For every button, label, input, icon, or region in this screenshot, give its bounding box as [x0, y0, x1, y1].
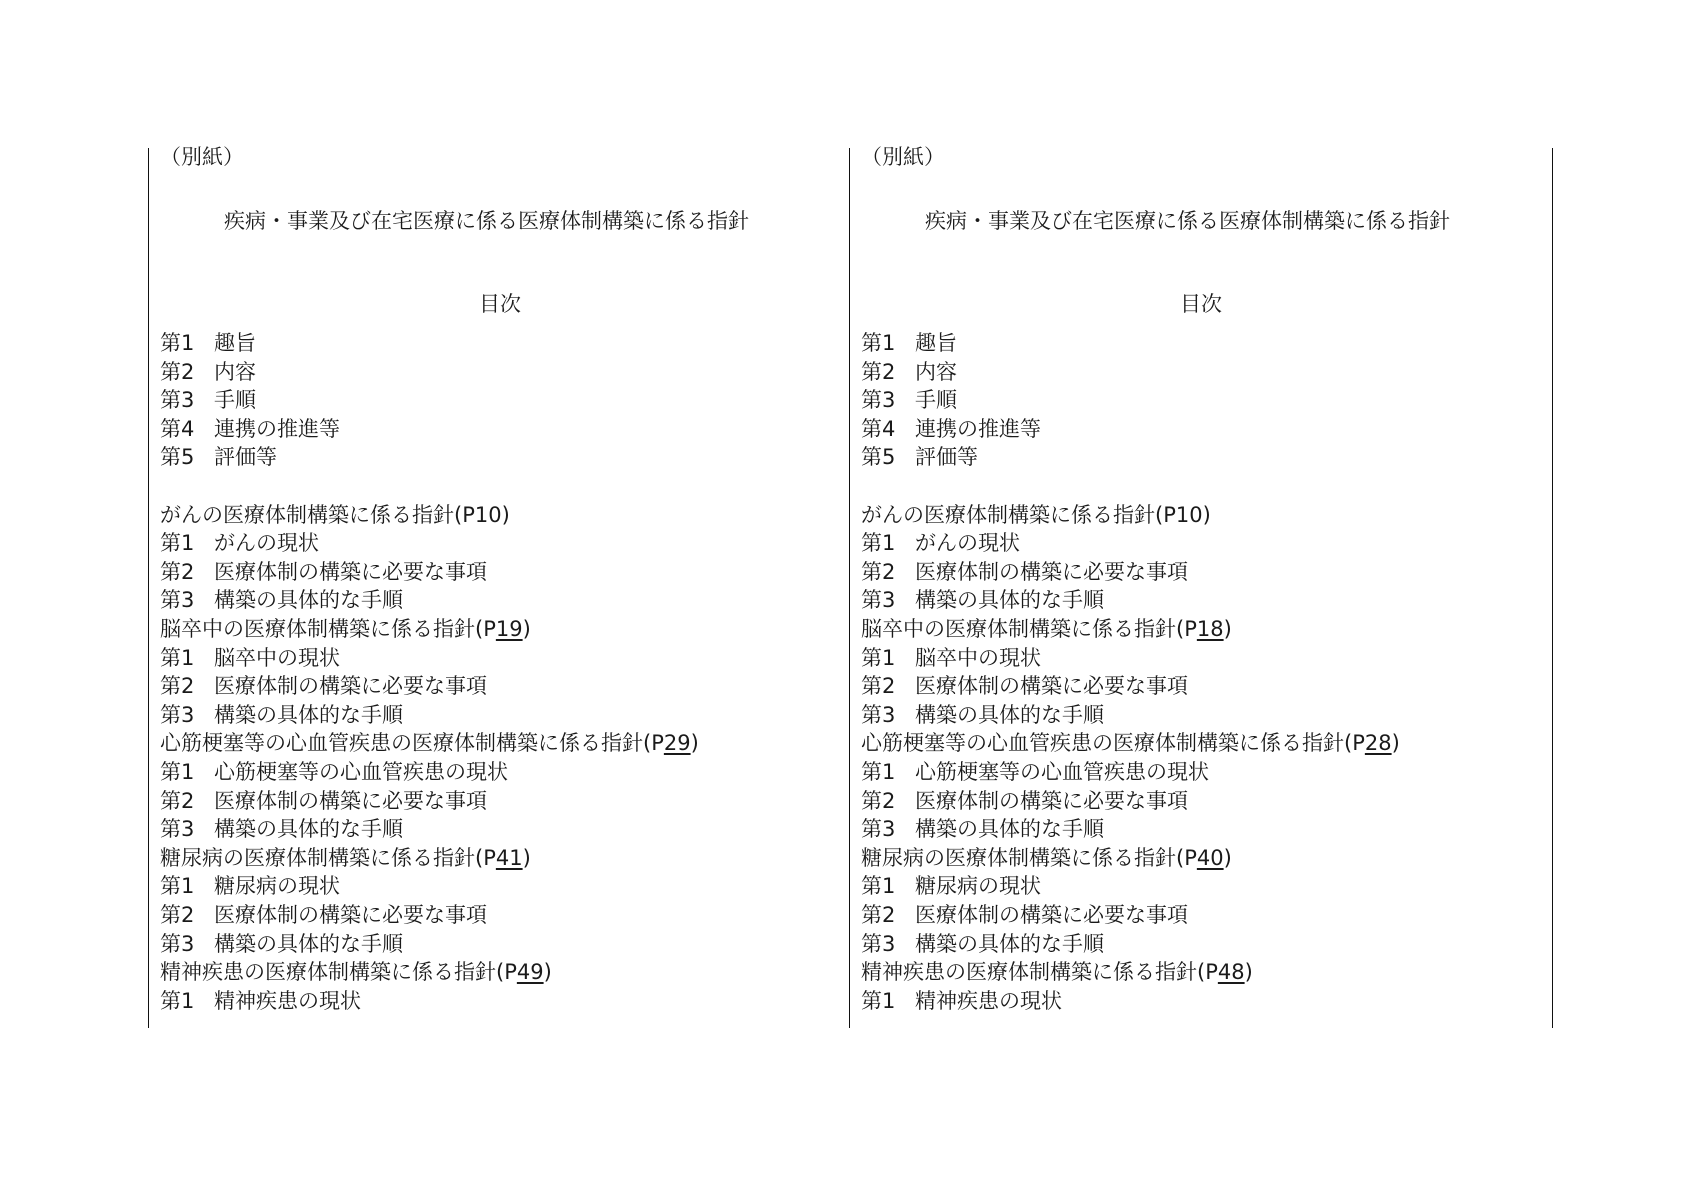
guideline-section-item [861, 787, 1188, 815]
guideline-title: 心筋梗塞等の心血管疾患の医療体制構築に係る指針(P [861, 731, 1365, 756]
section-text: 評価等 [214, 445, 277, 470]
toc-general-item [861, 329, 957, 357]
section-text: 医療体制の構築に必要な事項 [915, 559, 1188, 584]
center-divider-line [849, 148, 850, 1028]
section-number: 第2 [160, 788, 195, 813]
section-number: 第5 [160, 445, 195, 470]
page-number: 10 [474, 502, 502, 527]
guideline-section-item [861, 872, 1041, 900]
page-number: 18 [1196, 617, 1224, 641]
guideline-title: 脳卒中の医療体制構築に係る指針(P [160, 617, 496, 641]
section-text: 構築の具体的な手順 [214, 931, 403, 956]
guideline-section-item [861, 558, 1188, 586]
closing-paren: ) [1202, 502, 1211, 527]
section-text: 構築の具体的な手順 [214, 588, 403, 613]
guideline-section-item [861, 529, 1020, 557]
guideline-section-item [160, 672, 487, 700]
section-text: 医療体制の構築に必要な事項 [214, 788, 487, 813]
guideline-section-item [861, 672, 1188, 700]
guideline-section-item [160, 987, 361, 1015]
section-text: 手順 [214, 388, 256, 413]
guideline-section-item [861, 901, 1188, 929]
section-number: 第1 [861, 988, 896, 1013]
guideline-section-item [861, 701, 1104, 729]
guideline-title: がんの医療体制構築に係る指針(P [861, 502, 1176, 527]
section-number: 第3 [861, 702, 896, 727]
guideline-heading [160, 844, 531, 872]
toc-general-item [160, 329, 256, 357]
section-number: 第1 [861, 760, 896, 784]
toc-general-item [861, 415, 1041, 443]
section-text: 医療体制の構築に必要な事項 [214, 674, 487, 699]
section-number: 第3 [861, 817, 896, 842]
page-number: 48 [1217, 960, 1245, 985]
section-text: 医療体制の構築に必要な事項 [915, 903, 1188, 927]
guideline-heading [861, 729, 1400, 757]
guideline-section-item [160, 529, 319, 557]
page-number: 10 [1175, 502, 1203, 527]
guideline-section-item [160, 930, 403, 958]
section-number: 第5 [861, 445, 896, 470]
guideline-title: 精神疾患の医療体制構築に係る指針(P [160, 960, 517, 985]
section-number: 第1 [861, 645, 896, 670]
section-text: 連携の推進等 [214, 416, 340, 441]
guideline-heading [160, 729, 699, 757]
guideline-title: がんの医療体制構築に係る指針(P [160, 502, 475, 527]
toc-heading: 目次 [1180, 292, 1222, 316]
guideline-heading [861, 501, 1211, 529]
section-number: 第2 [160, 903, 195, 927]
guideline-section-item [160, 701, 403, 729]
section-text: 構築の具体的な手順 [915, 702, 1104, 727]
section-number: 第3 [861, 931, 896, 956]
section-text: 趣旨 [214, 331, 256, 355]
right-border-line [1552, 148, 1553, 1028]
section-text: 医療体制の構築に必要な事項 [915, 788, 1188, 813]
guideline-section-item [861, 586, 1104, 614]
section-text: 精神疾患の現状 [214, 988, 361, 1013]
closing-paren: ) [522, 845, 531, 870]
guideline-heading [160, 501, 510, 529]
section-number: 第3 [160, 931, 195, 956]
section-text: 糖尿病の現状 [214, 874, 340, 899]
guideline-section-item [861, 644, 1041, 672]
guideline-title: 心筋梗塞等の心血管疾患の医療体制構築に係る指針(P [160, 731, 664, 756]
guideline-section-item [861, 815, 1104, 843]
section-number: 第3 [861, 388, 896, 413]
section-text: 心筋梗塞等の心血管疾患の現状 [214, 760, 508, 784]
section-text: 糖尿病の現状 [915, 874, 1041, 899]
section-text: 内容 [214, 359, 256, 384]
section-text: 評価等 [915, 445, 978, 470]
section-text: 連携の推進等 [915, 416, 1041, 441]
closing-paren: ) [690, 731, 699, 756]
guideline-heading [861, 958, 1253, 986]
attachment-label: （別紙） [861, 145, 945, 169]
section-number: 第2 [160, 559, 195, 584]
toc-general-item [160, 358, 256, 386]
section-number: 第1 [160, 874, 195, 899]
guideline-section-item [160, 758, 508, 786]
guideline-heading [160, 958, 552, 986]
closing-paren: ) [501, 502, 510, 527]
guideline-section-item [160, 586, 403, 614]
section-number: 第1 [160, 531, 195, 556]
guideline-heading [861, 615, 1232, 643]
section-number: 第2 [160, 359, 195, 384]
page-number: 28 [1364, 731, 1392, 756]
guideline-section-item [861, 987, 1062, 1015]
closing-paren: ) [1391, 731, 1400, 756]
left-border-line [148, 148, 149, 1028]
section-text: 心筋梗塞等の心血管疾患の現状 [915, 760, 1209, 784]
section-text: 構築の具体的な手順 [214, 817, 403, 842]
section-number: 第2 [861, 788, 896, 813]
section-number: 第3 [160, 588, 195, 613]
section-text: 精神疾患の現状 [915, 988, 1062, 1013]
section-text: がんの現状 [214, 531, 319, 556]
guideline-section-item [160, 558, 487, 586]
guideline-title: 精神疾患の医療体制構築に係る指針(P [861, 960, 1218, 985]
section-text: 手順 [915, 388, 957, 413]
guideline-heading [160, 615, 531, 643]
section-number: 第4 [861, 416, 896, 441]
section-text: 構築の具体的な手順 [915, 931, 1104, 956]
section-number: 第2 [861, 359, 896, 384]
section-text: 趣旨 [915, 331, 957, 355]
guideline-section-item [160, 644, 340, 672]
page-number: 41 [495, 845, 523, 870]
closing-paren: ) [1223, 617, 1232, 641]
closing-paren: ) [543, 960, 552, 985]
section-number: 第3 [861, 588, 896, 613]
toc-general-item [861, 443, 978, 471]
guideline-title: 糖尿病の医療体制構築に係る指針(P [160, 845, 496, 870]
toc-general-item [861, 358, 957, 386]
section-number: 第1 [861, 331, 896, 355]
section-text: 脳卒中の現状 [915, 645, 1041, 670]
guideline-section-item [160, 815, 403, 843]
guideline-section-item [160, 872, 340, 900]
section-text: がんの現状 [915, 531, 1020, 556]
guideline-section-item [160, 901, 487, 929]
section-number: 第1 [160, 760, 195, 784]
section-text: 構築の具体的な手順 [915, 588, 1104, 613]
page-number: 29 [663, 731, 691, 756]
section-number: 第1 [861, 874, 896, 899]
section-number: 第1 [861, 531, 896, 556]
document-title: 疾病・事業及び在宅医療に係る医療体制構築に係る指針 [224, 209, 749, 233]
section-number: 第2 [861, 903, 896, 927]
guideline-section-item [160, 787, 487, 815]
closing-paren: ) [522, 617, 531, 641]
section-text: 構築の具体的な手順 [214, 702, 403, 727]
section-text: 脳卒中の現状 [214, 645, 340, 670]
section-text: 医療体制の構築に必要な事項 [214, 559, 487, 584]
section-number: 第2 [861, 559, 896, 584]
section-number: 第2 [160, 674, 195, 699]
guideline-title: 糖尿病の医療体制構築に係る指針(P [861, 845, 1197, 870]
toc-heading: 目次 [479, 292, 521, 316]
attachment-label: （別紙） [160, 145, 244, 169]
section-number: 第3 [160, 702, 195, 727]
section-number: 第2 [861, 674, 896, 699]
page-number: 40 [1196, 845, 1224, 870]
guideline-title: 脳卒中の医療体制構築に係る指針(P [861, 617, 1197, 641]
toc-general-item [160, 443, 277, 471]
section-text: 医療体制の構築に必要な事項 [915, 674, 1188, 699]
toc-general-item [160, 386, 256, 414]
toc-general-item [160, 415, 340, 443]
section-text: 構築の具体的な手順 [915, 817, 1104, 842]
document-title: 疾病・事業及び在宅医療に係る医療体制構築に係る指針 [925, 209, 1450, 233]
section-number: 第3 [160, 388, 195, 413]
section-number: 第1 [160, 988, 195, 1013]
page-number: 19 [495, 617, 523, 641]
section-number: 第1 [160, 331, 195, 355]
section-text: 内容 [915, 359, 957, 384]
closing-paren: ) [1244, 960, 1253, 985]
guideline-section-item [861, 930, 1104, 958]
section-number: 第4 [160, 416, 195, 441]
section-number: 第3 [160, 817, 195, 842]
page-number: 49 [516, 960, 544, 985]
toc-general-item [861, 386, 957, 414]
guideline-section-item [861, 758, 1209, 786]
section-text: 医療体制の構築に必要な事項 [214, 903, 487, 927]
guideline-heading [861, 844, 1232, 872]
section-number: 第1 [160, 645, 195, 670]
closing-paren: ) [1223, 845, 1232, 870]
